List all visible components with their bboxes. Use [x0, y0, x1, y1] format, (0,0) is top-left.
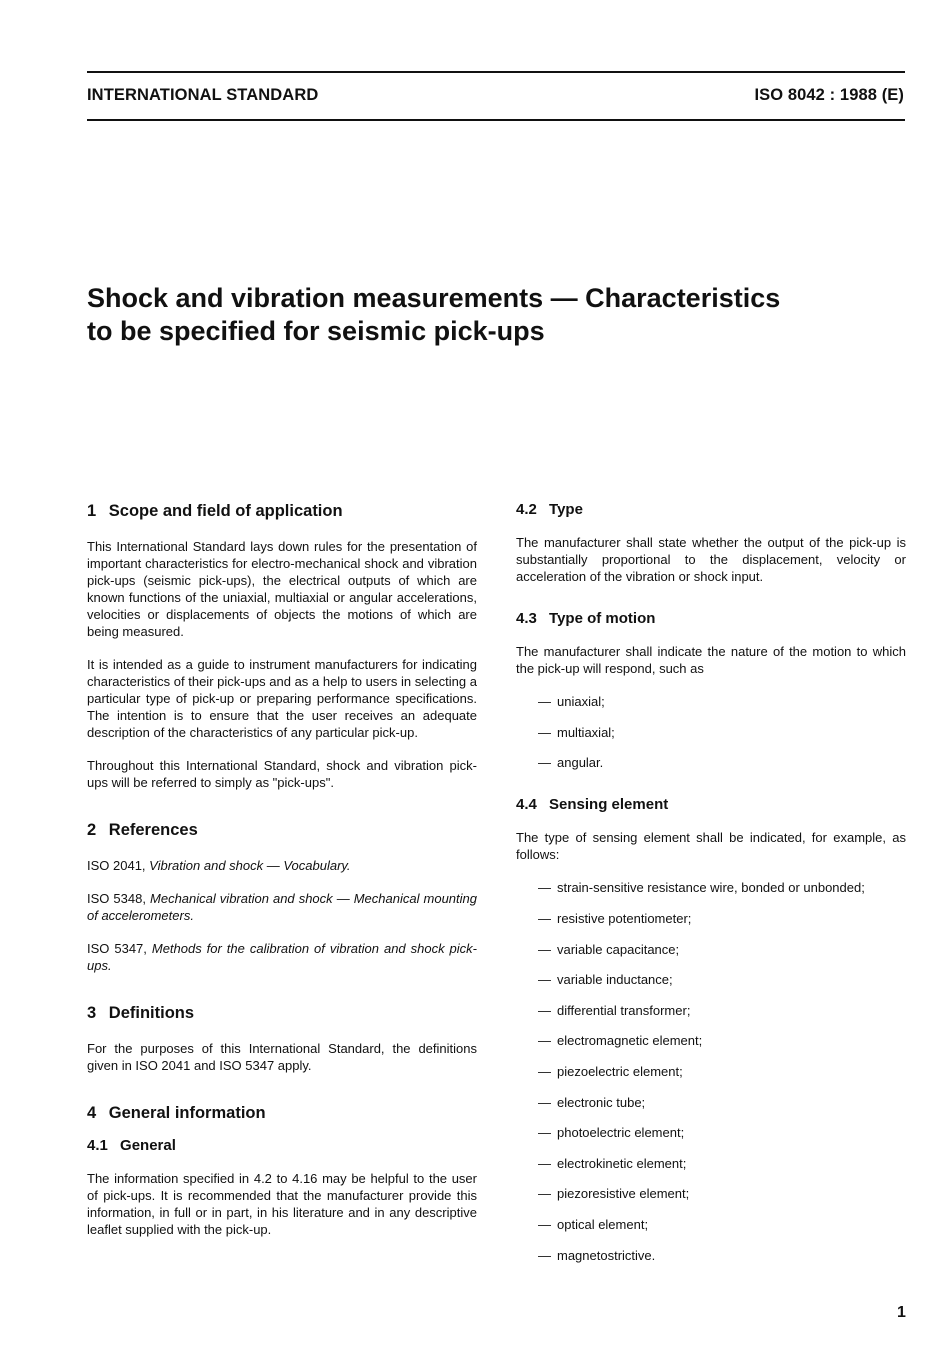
motion-list: [516, 693, 906, 771]
section-number: 1: [87, 502, 97, 520]
type-paragraph: The manufacturer shall state whether the output of the pick-up is substantially proportional to the displacement, velocity or acceleration of the vibration or shock input.: [516, 535, 906, 584]
subsection-title: Type: [549, 501, 583, 518]
section-3-heading: [87, 1002, 477, 1024]
list-item: — resistive potentiometer;: [538, 910, 906, 927]
list-item: — electronic tube;: [538, 1094, 906, 1111]
subsection-title: Type of motion: [549, 610, 656, 627]
subsection-4-1-heading: [87, 1136, 477, 1156]
title-line-2: to be specified for seismic pick-ups: [87, 316, 545, 346]
list-item: — differential transformer;: [538, 1002, 906, 1019]
reference-code: ISO 5347,: [87, 941, 147, 956]
subsection-4-3-heading: [516, 609, 906, 629]
subsection-number: 4.4: [516, 796, 537, 814]
reference-title: Methods for the calibration of vibration and shock pick-ups.: [87, 941, 477, 973]
section-2-heading: [87, 819, 477, 841]
list-item: — angular.: [538, 754, 906, 771]
reference-title: Vibration and shock — Vocabulary.: [149, 858, 351, 873]
subsection-title: General: [120, 1137, 176, 1154]
list-item: — electrokinetic element;: [538, 1155, 906, 1172]
list-item: — piezoelectric element;: [538, 1063, 906, 1080]
section-4-heading: [87, 1102, 477, 1124]
section-number: 4: [87, 1104, 97, 1122]
section-1-heading: [87, 500, 477, 522]
header-standard-number: ISO 8042 : 1988 (E): [754, 86, 904, 104]
subsection-4-4-heading: [516, 795, 906, 815]
section-title: General information: [108, 1104, 266, 1122]
document-title: [87, 282, 907, 348]
page-number: 1: [897, 1304, 906, 1321]
section-title: Scope and field of application: [108, 502, 343, 520]
sensing-element-list: [516, 879, 906, 1263]
header-top-rule: [87, 71, 905, 73]
section-number: 3: [87, 1004, 97, 1022]
reference-item: [87, 890, 477, 924]
header-standard-type: INTERNATIONAL STANDARD: [87, 86, 319, 104]
definitions-paragraph: For the purposes of this International Standard, the definitions given in ISO 2041 and ISO 5347 apply.: [87, 1041, 477, 1073]
list-item: — multiaxial;: [538, 724, 906, 741]
title-line-1: Shock and vibration measurements — Characteristics: [87, 283, 781, 313]
reference-code: ISO 5348,: [87, 891, 146, 906]
list-item: — magnetostrictive.: [538, 1247, 906, 1264]
header-bottom-rule: [87, 119, 905, 121]
list-item: — strain-sensitive resistance wire, bonded or unbonded;: [538, 879, 906, 896]
general-paragraph: The information specified in 4.2 to 4.16 may be helpful to the user of pick-ups. It is recommended that the manufacturer provide this information, in full or in part, in his literature and in any descriptive leaflet supplied with the pick-up.: [87, 1171, 477, 1237]
reference-code: ISO 2041,: [87, 858, 146, 873]
scope-paragraph-1: This International Standard lays down rules for the presentation of important characteristics for electro-mechanical shock and vibration pick-ups (seismic pick-ups), the electrical outputs of which are known functions of the uniaxial, multiaxial or angular accelerations, velocities or displacements of objects the motions of which are being measured.: [87, 539, 477, 639]
list-item: — uniaxial;: [538, 693, 906, 710]
section-title: References: [108, 821, 198, 839]
subsection-number: 4.1: [87, 1137, 108, 1154]
section-title: Definitions: [108, 1004, 195, 1022]
right-column: [516, 500, 906, 1280]
reference-title: Mechanical vibration and shock — Mechanical mounting of accelerometers.: [87, 891, 477, 923]
scope-paragraph-2: It is intended as a guide to instrument manufacturers for indicating characteristics of their pick-ups and as a help to users in selecting a particular type of pick-up or preparing performance specifications. The intention is to ensure that the user receives an adequate description of the characteristics of any particular pick-up.: [87, 657, 477, 740]
subsection-number: 4.2: [516, 501, 537, 518]
section-number: 2: [87, 821, 97, 839]
motion-paragraph: The manufacturer shall indicate the nature of the motion to which the pick-up will respond, such as: [516, 644, 906, 676]
list-item: — variable capacitance;: [538, 941, 906, 958]
list-item: — variable inductance;: [538, 971, 906, 988]
list-item: — piezoresistive element;: [538, 1185, 906, 1202]
list-item: — optical element;: [538, 1216, 906, 1233]
subsection-4-2-heading: [516, 500, 906, 520]
subsection-title: Sensing element: [549, 796, 669, 814]
list-item: — photoelectric element;: [538, 1124, 906, 1141]
left-column: [87, 500, 477, 1254]
sensing-paragraph: The type of sensing element shall be indicated, for example, as follows:: [516, 830, 906, 863]
scope-paragraph-3: Throughout this International Standard, shock and vibration pick-ups will be referred to simply as "pick-ups".: [87, 758, 477, 790]
reference-item: [87, 940, 477, 974]
list-item: — electromagnetic element;: [538, 1032, 906, 1049]
subsection-number: 4.3: [516, 610, 537, 627]
reference-item: [87, 857, 477, 874]
